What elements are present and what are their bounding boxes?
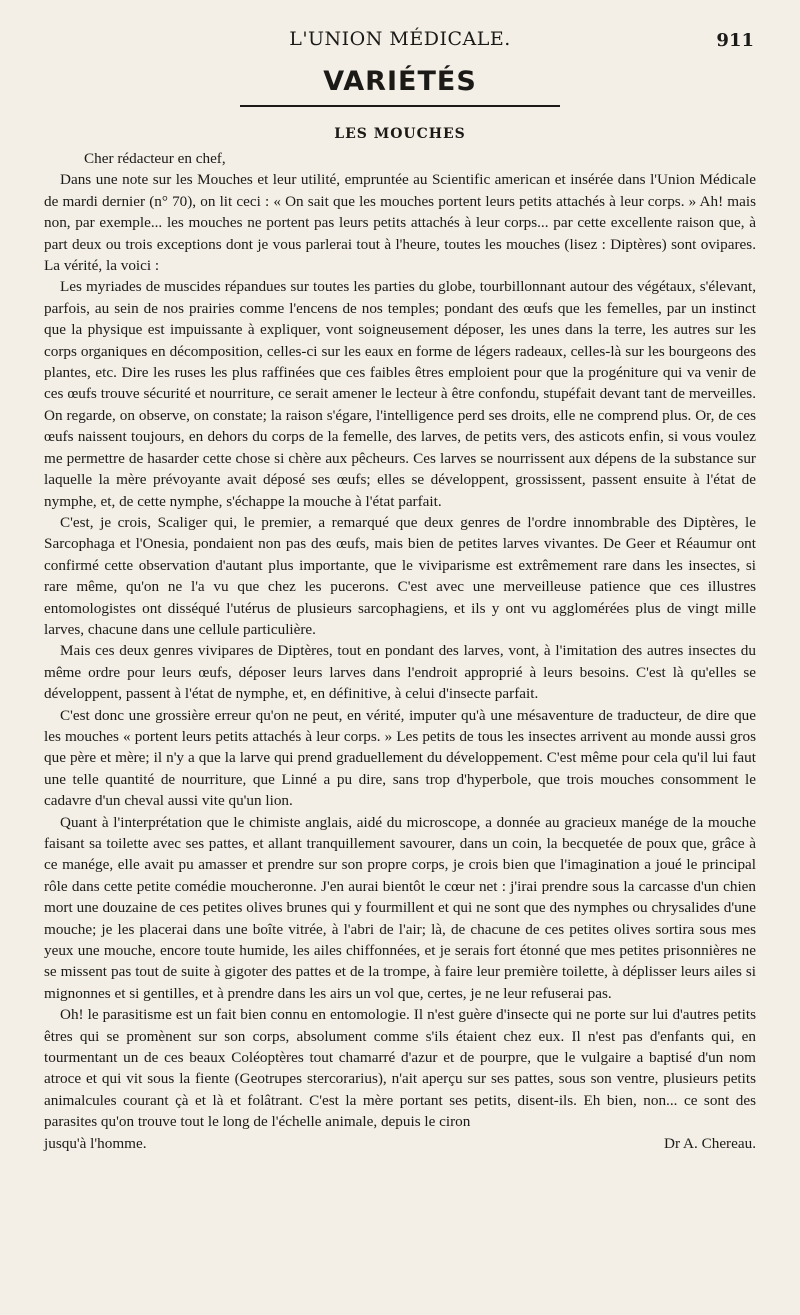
paragraph-6: Quant à l'interprétation que le chimiste anglais, aidé du microscope, a donnée au gracieux manége de la mouche faisant sa toilette avec ses pattes, et allant tranquillement savourer, dans un coin, la becquetée de poux que, grâce à ce manége, elle avait pu amasser et prendre sur son propre corps, je crois bien que l'imagination a joué le principal rôle dans cette petite comédie moucheronne. J'en aurai bientôt le cœur net : j'irai prendre sous la carcasse d'un chien mort une douzaine de ces petites olives brunes qui y fourmillent et qui ne sont que des nymphes ou chrysalides d'une mouche; je les placerai dans une boîte vitrée, à l'abri de l'air; là, de chacune de ces petites olives sortira sous mes yeux une mouche, encore toute humide, les ailes chiffonnées, et je serais fort étonné que mes petites prisonnières ne se missent pas tout de suite à gigoter des pattes et de la trompe, à faire leur première toilette, à déplisser leurs ailes si mignonnes et si gentilles, et à prendre dans les airs un vol que, certes, je ne leur refuserai pas. [44, 813, 756, 1002]
paragraph-3: C'est, je crois, Scaliger qui, le premier, a remarqué que deux genres de l'ordre innombrable des Diptères, le Sarcophaga et l'Onesia, pondaient non pas des œufs, mais bien de petites larves vivantes. De Geer et Réaumur ont confirmé cette observation d'autant plus importante, que le viviparisme est extrêmement rare dans les insectes, si rare même, qu'on ne l'a vu que chez les pucerons. C'est avec une merveilleuse patience que ces illustres entomologistes ont disséqué l'utérus de plusieurs sarcophagiens, et ils y ont vu agglomérées plus de vingt mille larves, chacune dans une cellule particulière. [44, 513, 756, 638]
salutation: Cher rédacteur en chef, [84, 150, 226, 167]
author-signature: Dr A. Chereau. [664, 1134, 756, 1152]
page-number: 911 [716, 30, 754, 51]
article-title: LES MOUCHES [334, 126, 466, 142]
paragraph-2: Les myriades de muscides répandues sur toutes les parties du globe, tourbillonnant autour des végétaux, s'élevant, parfois, au sein de nos prairies comme l'encens de nos temples; pondant des œufs que les femelles, par un instinct que la physique est impuissante à expliquer, vont soigneusement déposer, les unes dans la terre, les autres sur les corps organiques en décomposition, celles-ci sur les eaux en forme de légers radeaux, celles-là sur les bourgeons des plantes, etc. Dire les ruses les plus raffinées que ces faibles êtres emploient pour que la progéniture qui va venir de ces œufs trouve sécurité et nourriture, ce serait amener le lecteur à être confondu, stupéfait devant tant de merveilles. On regarde, on observe, on constate; la raison s'égare, l'intelligence perd ses droits, elle ne comprend plus. Or, de ces œufs naissent toujours, en dehors du corps de la femelle, des larves, de petits vers, des asticots enfin, si vous voulez me permettre de hasarder cette chose si chère aux pêcheurs. Ces larves se nourrissent aux dépens de la substance sur laquelle la mère prévoyante avait déposé ses œufs; elles se développent, grossissent, passent ensuite à l'état de nymphe, et, de cette nymphe, s'échappe la mouche à l'état parfait. [44, 278, 756, 510]
article-body [44, 148, 756, 1154]
journal-title: L'UNION MÉDICALE. [289, 28, 511, 50]
paragraph-7: Oh! le parasitisme est un fait bien connu en entomologie. Il n'est guère d'insecte qui ne porte sur lui d'autres petits êtres qui se promènent sur son corps, absolument comme s'ils étaient chez eux. Il n'est pas d'enfants qui, en tourmentant un de ces beaux Coléoptères tout chamarré d'azur et de pourpre, que le vulgaire a baptisé d'un nom atroce et qui vit sous la fiente (Geotrupes stercorarius), n'ait aperçu sur ses pattes, sous son ventre, plusieurs petits animalcules courant çà et là et folâtrant. C'est la mère portant ses petits, disent-ils. Eh bien, non... ce sont des parasites qu'on trouve tout le long de l'échelle animale, depuis le ciron [44, 1006, 756, 1131]
closing-text: jusqu'à l'homme. [44, 1134, 147, 1152]
page-header [40, 22, 760, 62]
paragraph-5: C'est donc une grossière erreur qu'on ne peut, en vérité, imputer qu'à une mésaventure de traducteur, de dire que les mouches « portent leurs petits attachés à leur corps. » Les petits de tous les insectes arrivent au monde aussi gros que père et mère; il n'y a que la larve qui prend graduellement du développement. C'est même pour cela qu'il lui faut une telle quantité de nourriture, que Linné a pu dire, sans trop d'hyperbole, que trois mouches consomment le cadavre d'un cheval aussi vite qu'un lion. [44, 706, 756, 810]
signature-line [44, 1133, 756, 1154]
paragraph-1: Dans une note sur les Mouches et leur utilité, empruntée au Scientific american et insérée dans l'Union Médicale de mardi dernier (n° 70), on lit ceci : « On sait que les mouches portent leurs petits attachés à leur corps. » Ah! mais non, par exemple... les mouches ne portent pas leurs petits attachés à leur corps... par cette excellente raison que, à part deux ou trois exceptions dont je vous parlerai tout à l'heure, toutes les mouches (lisez : Diptères) sont ovipares. La vérité, la voici : [44, 171, 756, 275]
paragraph-4: Mais ces deux genres vivipares de Diptères, tout en pondant des larves, vont, à l'imitation des autres insectes du même ordre pour leurs œufs, déposer leurs larves dans l'endroit approprié à leurs besoins. C'est là qu'elles se développent, passent à l'état de nymphe, et, en définitive, à celui d'insecte parfait. [44, 642, 756, 703]
section-title: VARIÉTÉS [323, 66, 477, 97]
title-rule [240, 105, 560, 107]
